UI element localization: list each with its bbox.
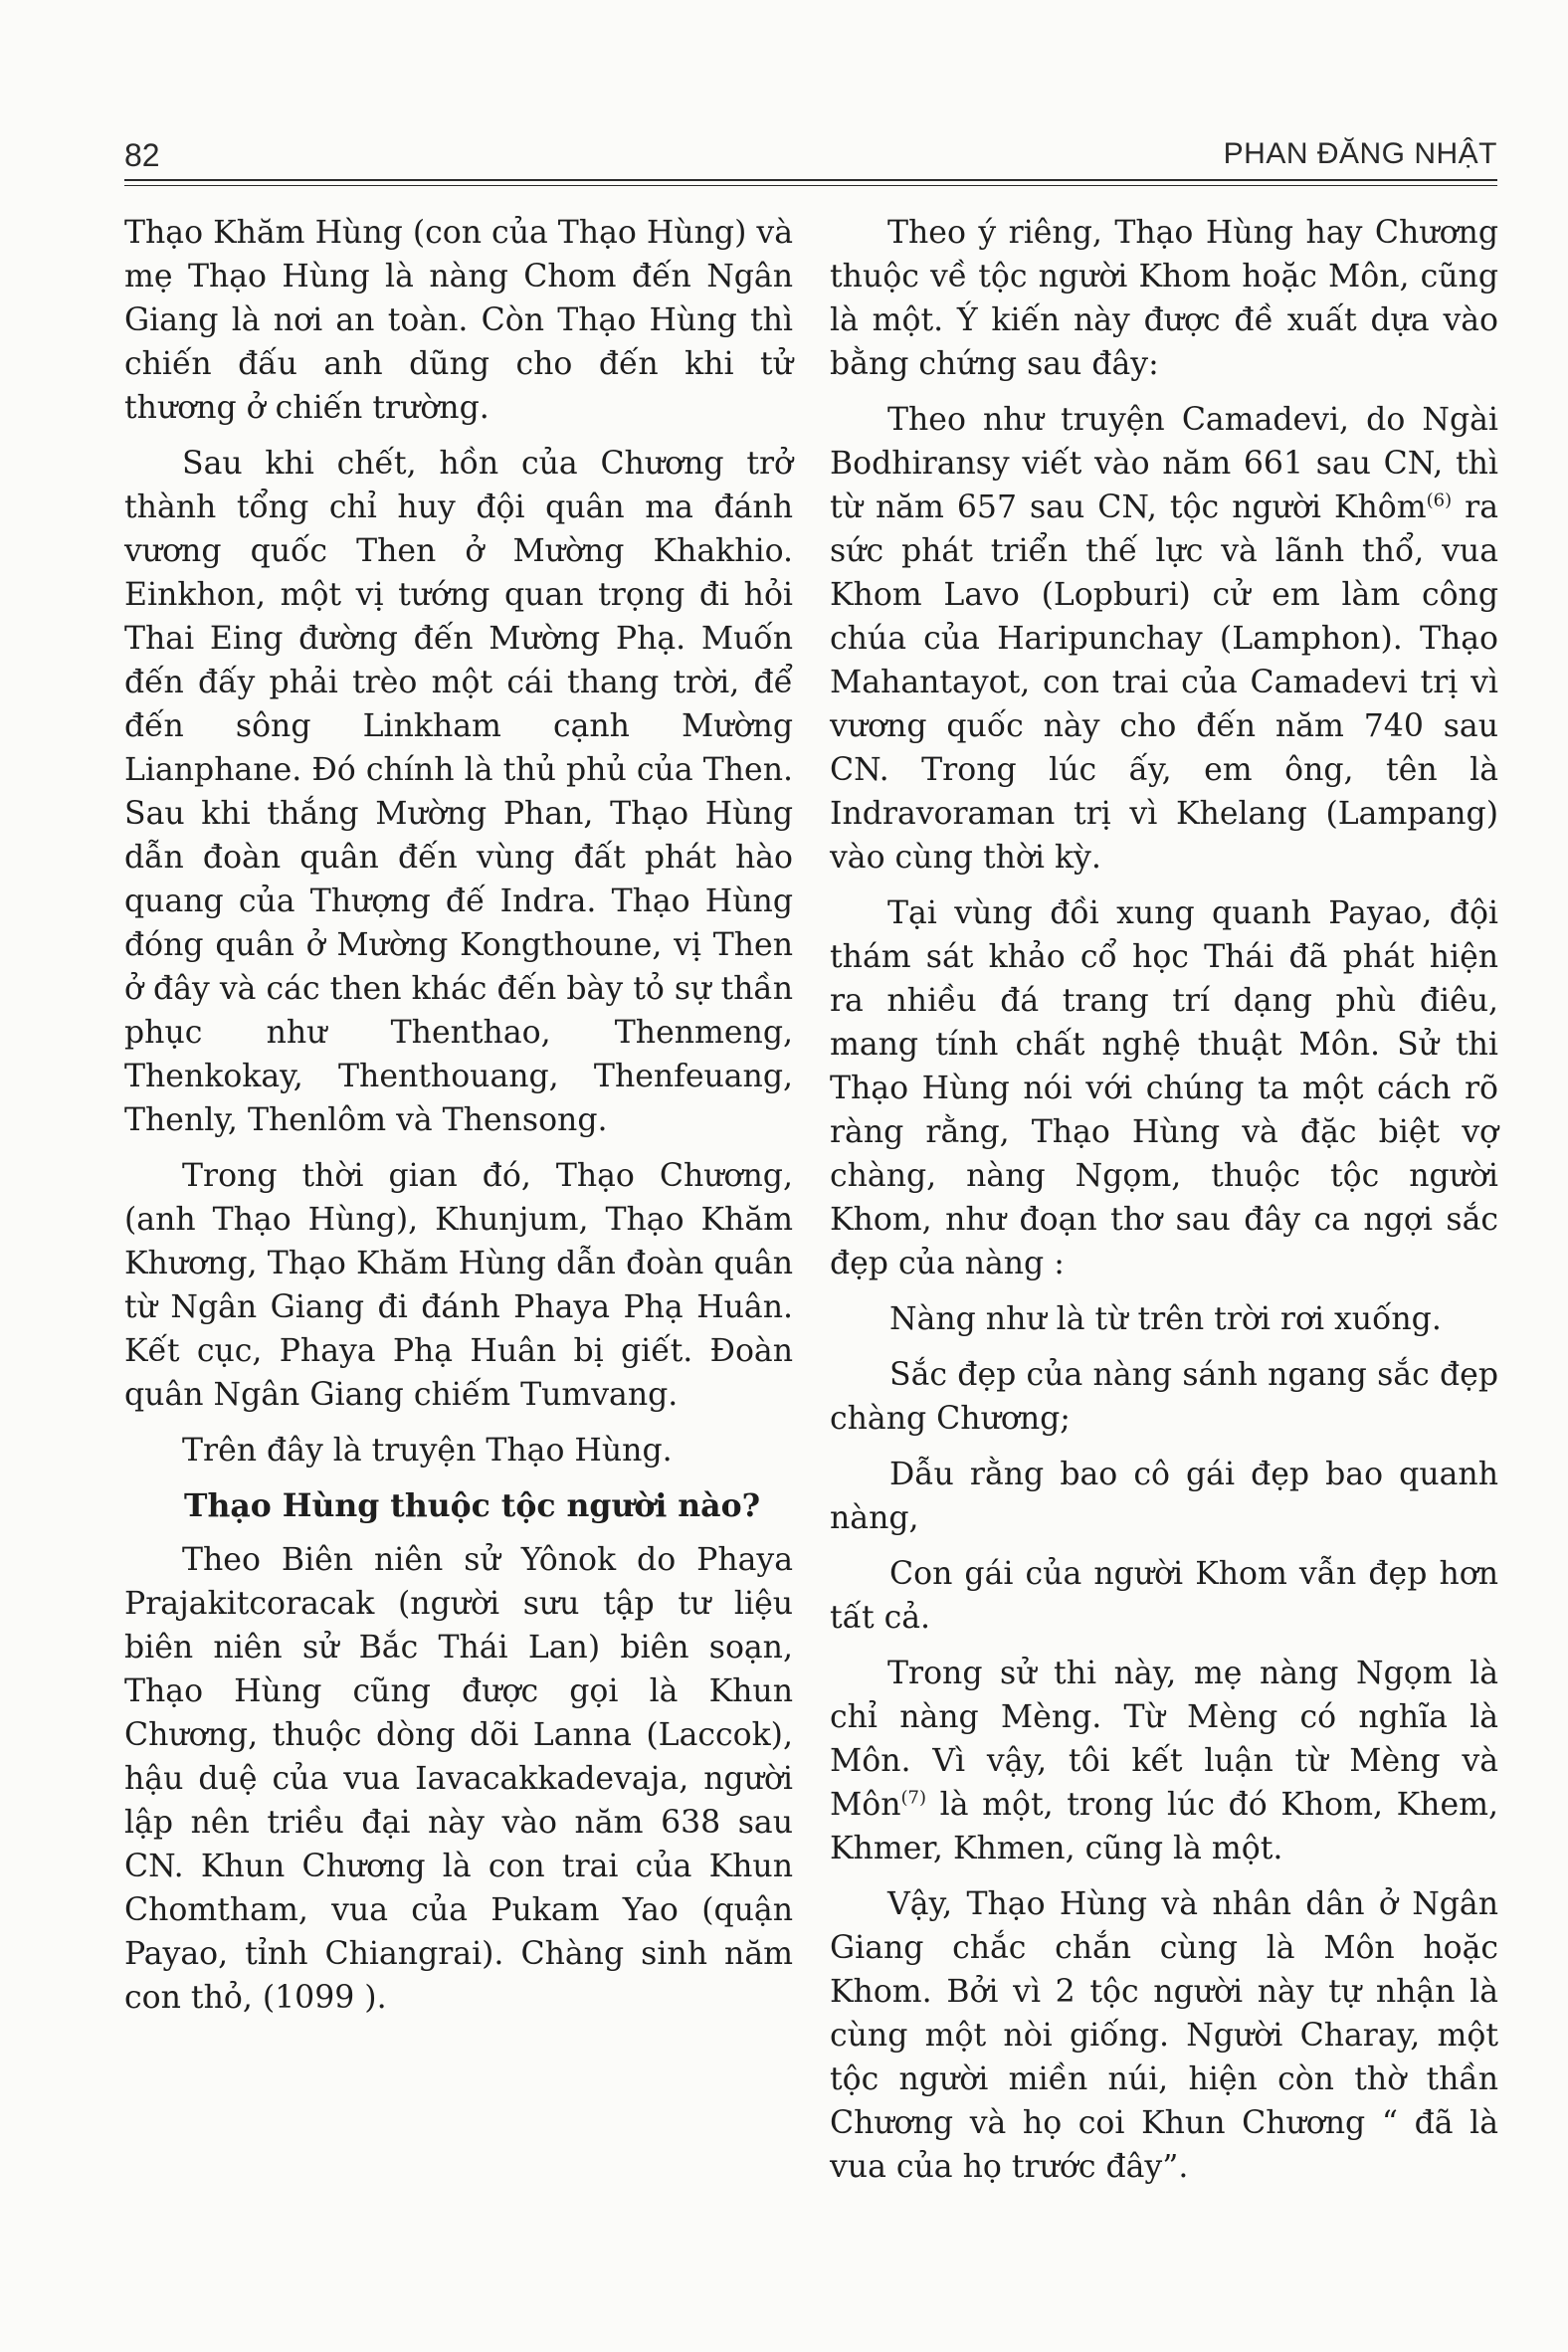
poem-line: Sắc đẹp của nàng sánh ngang sắc đẹp chàng Chương; bbox=[830, 1357, 1498, 1437]
poem-line: Con gái của người Khom vẫn đẹp hơn tất cả. bbox=[830, 1556, 1498, 1636]
paragraph: Thạo Khăm Hùng (con của Thạo Hùng) và mẹ Thạo Hùng là nàng Chom đến Ngân Giang là nơi an toàn. Còn Thạo Hùng thì chiến đấu anh dũng cho đến khi tử thương ở chiến trường. bbox=[124, 215, 793, 426]
running-head-author: PHAN ĐĂNG NHẬT bbox=[1223, 137, 1497, 170]
paragraph: Vậy, Thạo Hùng và nhân dân ở Ngân Giang chắc chắn cùng là Môn hoặc Khom. Bởi vì 2 tộc người này tự nhận là cùng một nòi giống. Người Charay, một tộc người miền núi, hiện còn thờ thần Chương và họ coi Khun Chương “ đã là vua của họ trước đây”. bbox=[830, 1886, 1498, 2185]
poem-line: Dẫu rằng bao cô gái đẹp bao quanh nàng, bbox=[830, 1457, 1498, 1536]
paragraph-text: Trong sử thi này, mẹ nàng Ngọm là chỉ nàng Mèng. Từ Mèng có nghĩa là Môn. Vì vậy, tôi kết luận từ Mèng và Môn bbox=[830, 1656, 1498, 1823]
page-header bbox=[124, 137, 1497, 177]
paragraph: Tại vùng đồi xung quanh Payao, đội thám sát khảo cổ học Thái đã phát hiện ra nhiều đá trang trí dạng phù điêu, mang tính chất nghệ thuật Môn. Sử thi Thạo Hùng nói với chúng ta một cách rõ ràng rằng, Thạo Hùng và đặc biệt vợ chàng, nàng Ngọm, thuộc tộc người Khom, như đoạn thơ sau đây ca ngợi sắc đẹp của nàng : bbox=[830, 895, 1498, 1281]
paragraph: Trong thời gian đó, Thạo Chương, (anh Thạo Hùng), Khunjum, Thạo Khăm Khương, Thạo Khăm Hùng dẫn đoàn quân từ Ngân Giang đi đánh Phaya Phạ Huân. Kết cục, Phaya Phạ Huân bị giết. Đoàn quân Ngân Giang chiếm Tumvang. bbox=[124, 1158, 793, 1413]
section-heading: Thạo Hùng thuộc tộc người nào? bbox=[184, 1487, 761, 1524]
paragraph-text: Theo như truyện Camadevi, do Ngài Bodhiransy viết vào năm 661 sau CN, thì từ năm 657 sau CN, tộc người Khôm bbox=[830, 402, 1498, 525]
paragraph: Theo ý riêng, Thạo Hùng hay Chương thuộc về tộc người Khom hoặc Môn, cũng là một. Ý kiến này được đề xuất dựa vào bằng chứng sau đây: bbox=[830, 215, 1498, 382]
header-rule-bottom bbox=[124, 185, 1497, 186]
poem-line: Nàng như là từ trên trời rơi xuống. bbox=[889, 1301, 1442, 1337]
paragraph: Sau khi chết, hồn của Chương trở thành tổng chỉ huy đội quân ma đánh vương quốc Then ở Mường Khakhio. Einkhon, một vị tướng quan trọng đi hỏi Thai Eing đường đến Mường Phạ. Muốn đến đấy phải trèo một cái thang trời, để đến sông Linkham cạnh Mường Lianphane. Đó chính là thủ phủ của Then. Sau khi thắng Mường Phan, Thạo Hùng dẫn đoàn quân đến vùng đất phát hào quang của Thượng đế Indra. Thạo Hùng đóng quân ở Mường Kongthoune, vị Then ở đây và các then khác đến bày tỏ sự thần phục như Thenthao, Thenmeng, Thenkokay, Thenthouang, Thenfeuang, Thenly, Thenlôm và Thensong. bbox=[124, 446, 793, 1138]
header-rule-top bbox=[124, 179, 1497, 181]
paragraph-text-continued: là một, trong lúc đó Khom, Khem, Khmer, Khmen, cũng là một. bbox=[830, 1787, 1498, 1866]
footnote-marker: (7) bbox=[900, 1787, 927, 1809]
paragraph: Trên đây là truyện Thạo Hùng. bbox=[182, 1433, 673, 1469]
page-number: 82 bbox=[124, 137, 160, 173]
paragraph bbox=[830, 398, 1498, 880]
footnote-marker: (6) bbox=[1426, 490, 1453, 511]
paragraph-text-continued: ra sức phát triển thế lực và lãnh thổ, vua Khom Lavo (Lopburi) cử em làm công chúa của Haripunchay (Lamphon). Thạo Mahantayot, con trai của Camadevi trị vì vương quốc này cho đến năm 740 sau CN. Trong lúc ấy, em ông, tên là Indravoraman trị vì Khelang (Lampang) vào cùng thời kỳ. bbox=[830, 490, 1498, 876]
left-text-column bbox=[124, 211, 793, 2032]
paragraph bbox=[830, 1652, 1498, 1870]
right-text-column bbox=[830, 211, 1498, 2201]
paragraph: Theo Biên niên sử Yônok do Phaya Prajakitcoracak (người sưu tập tư liệu biên niên sử Bắc Thái Lan) biên soạn, Thạo Hùng cũng được gọi là Khun Chương, thuộc dòng dõi Lanna (Laccok), hậu duệ của vua Iavacakkadevaja, người lập nên triều đại này vào năm 638 sau CN. Khun Chương là con trai của Khun Chomtham, vua của Pukam Yao (quận Payao, tỉnh Chiangrai). Chàng sinh năm con thỏ, (1099 ). bbox=[124, 1542, 793, 2016]
